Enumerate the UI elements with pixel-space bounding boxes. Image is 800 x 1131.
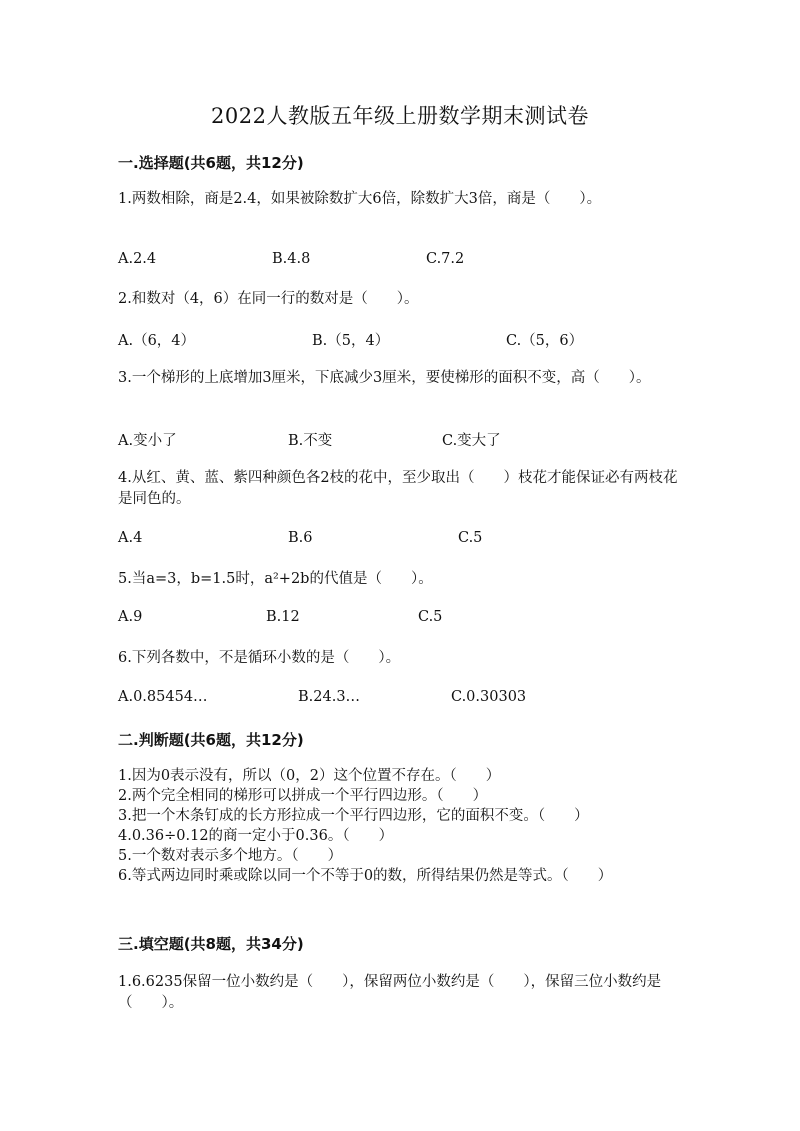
tf-item-5: 5.一个数对表示多个地方。（ ） [118, 848, 343, 864]
option-6a: A.0.85454… [118, 689, 208, 705]
option-2c: C.（5，6） [506, 333, 584, 349]
question-3: 3.一个梯形的上底增加3厘米，下底减少3厘米，要使梯形的面积不变，高（ ）。 [118, 370, 651, 386]
option-1a: A.2.4 [118, 251, 157, 267]
tf-item-2: 2.两个完全相同的梯形可以拼成一个平行四边形。（ ） [118, 788, 488, 804]
section-heading-true-false: 二.判断题(共6题，共12分) [118, 731, 304, 749]
option-5a: A.9 [118, 609, 143, 625]
tf-item-1: 1.因为0表示没有，所以（0，2）这个位置不存在。（ ） [118, 768, 501, 784]
option-1b: B.4.8 [272, 251, 311, 267]
section-heading-fill-blank: 三.填空题(共8题，共34分) [118, 935, 304, 953]
option-5c: C.5 [418, 609, 443, 625]
exam-title: 2022人教版五年级上册数学期末测试卷 [211, 104, 589, 128]
option-2b: B.（5，4） [312, 333, 390, 349]
tf-item-4: 4.0.36÷0.12的商一定小于0.36。（ ） [118, 828, 394, 844]
tf-item-6: 6.等式两边同时乘或除以同一个不等于0的数，所得结果仍然是等式。（ ） [118, 868, 613, 884]
option-6c: C.0.30303 [451, 689, 527, 705]
true-false-list [118, 766, 688, 886]
question-5: 5.当a=3，b=1.5时，a²+2b的代值是（ ）。 [118, 571, 433, 587]
fill-question-1: 1.6.6235保留一位小数约是（ ），保留两位小数约是（ ），保留三位小数约是（ ）。 [118, 974, 662, 1011]
option-2a: A.（6，4） [118, 333, 196, 349]
option-1c: C.7.2 [426, 251, 465, 267]
option-4a: A.4 [118, 530, 143, 546]
question-1: 1.两数相除，商是2.4，如果被除数扩大6倍，除数扩大3倍，商是（ ）。 [118, 191, 602, 207]
option-4c: C.5 [458, 530, 483, 546]
section-heading-choice: 一.选择题(共6题，共12分) [118, 154, 304, 172]
option-3a: A.变小了 [118, 433, 177, 449]
question-4: 4.从红、黄、蓝、紫四种颜色各2枝的花中，至少取出（ ）枝花才能保证必有两枝花是同色的。 [118, 470, 678, 507]
option-3c: C.变大了 [442, 433, 501, 449]
tf-item-3: 3.把一个木条钉成的长方形拉成一个平行四边形，它的面积不变。（ ） [118, 808, 589, 824]
option-3b: B.不变 [288, 433, 333, 449]
option-5b: B.12 [266, 609, 300, 625]
option-4b: B.6 [288, 530, 313, 546]
question-2: 2.和数对（4，6）在同一行的数对是（ ）。 [118, 291, 419, 307]
option-6b: B.24.3… [298, 689, 361, 705]
question-6: 6.下列各数中，不是循环小数的是（ ）。 [118, 650, 401, 666]
